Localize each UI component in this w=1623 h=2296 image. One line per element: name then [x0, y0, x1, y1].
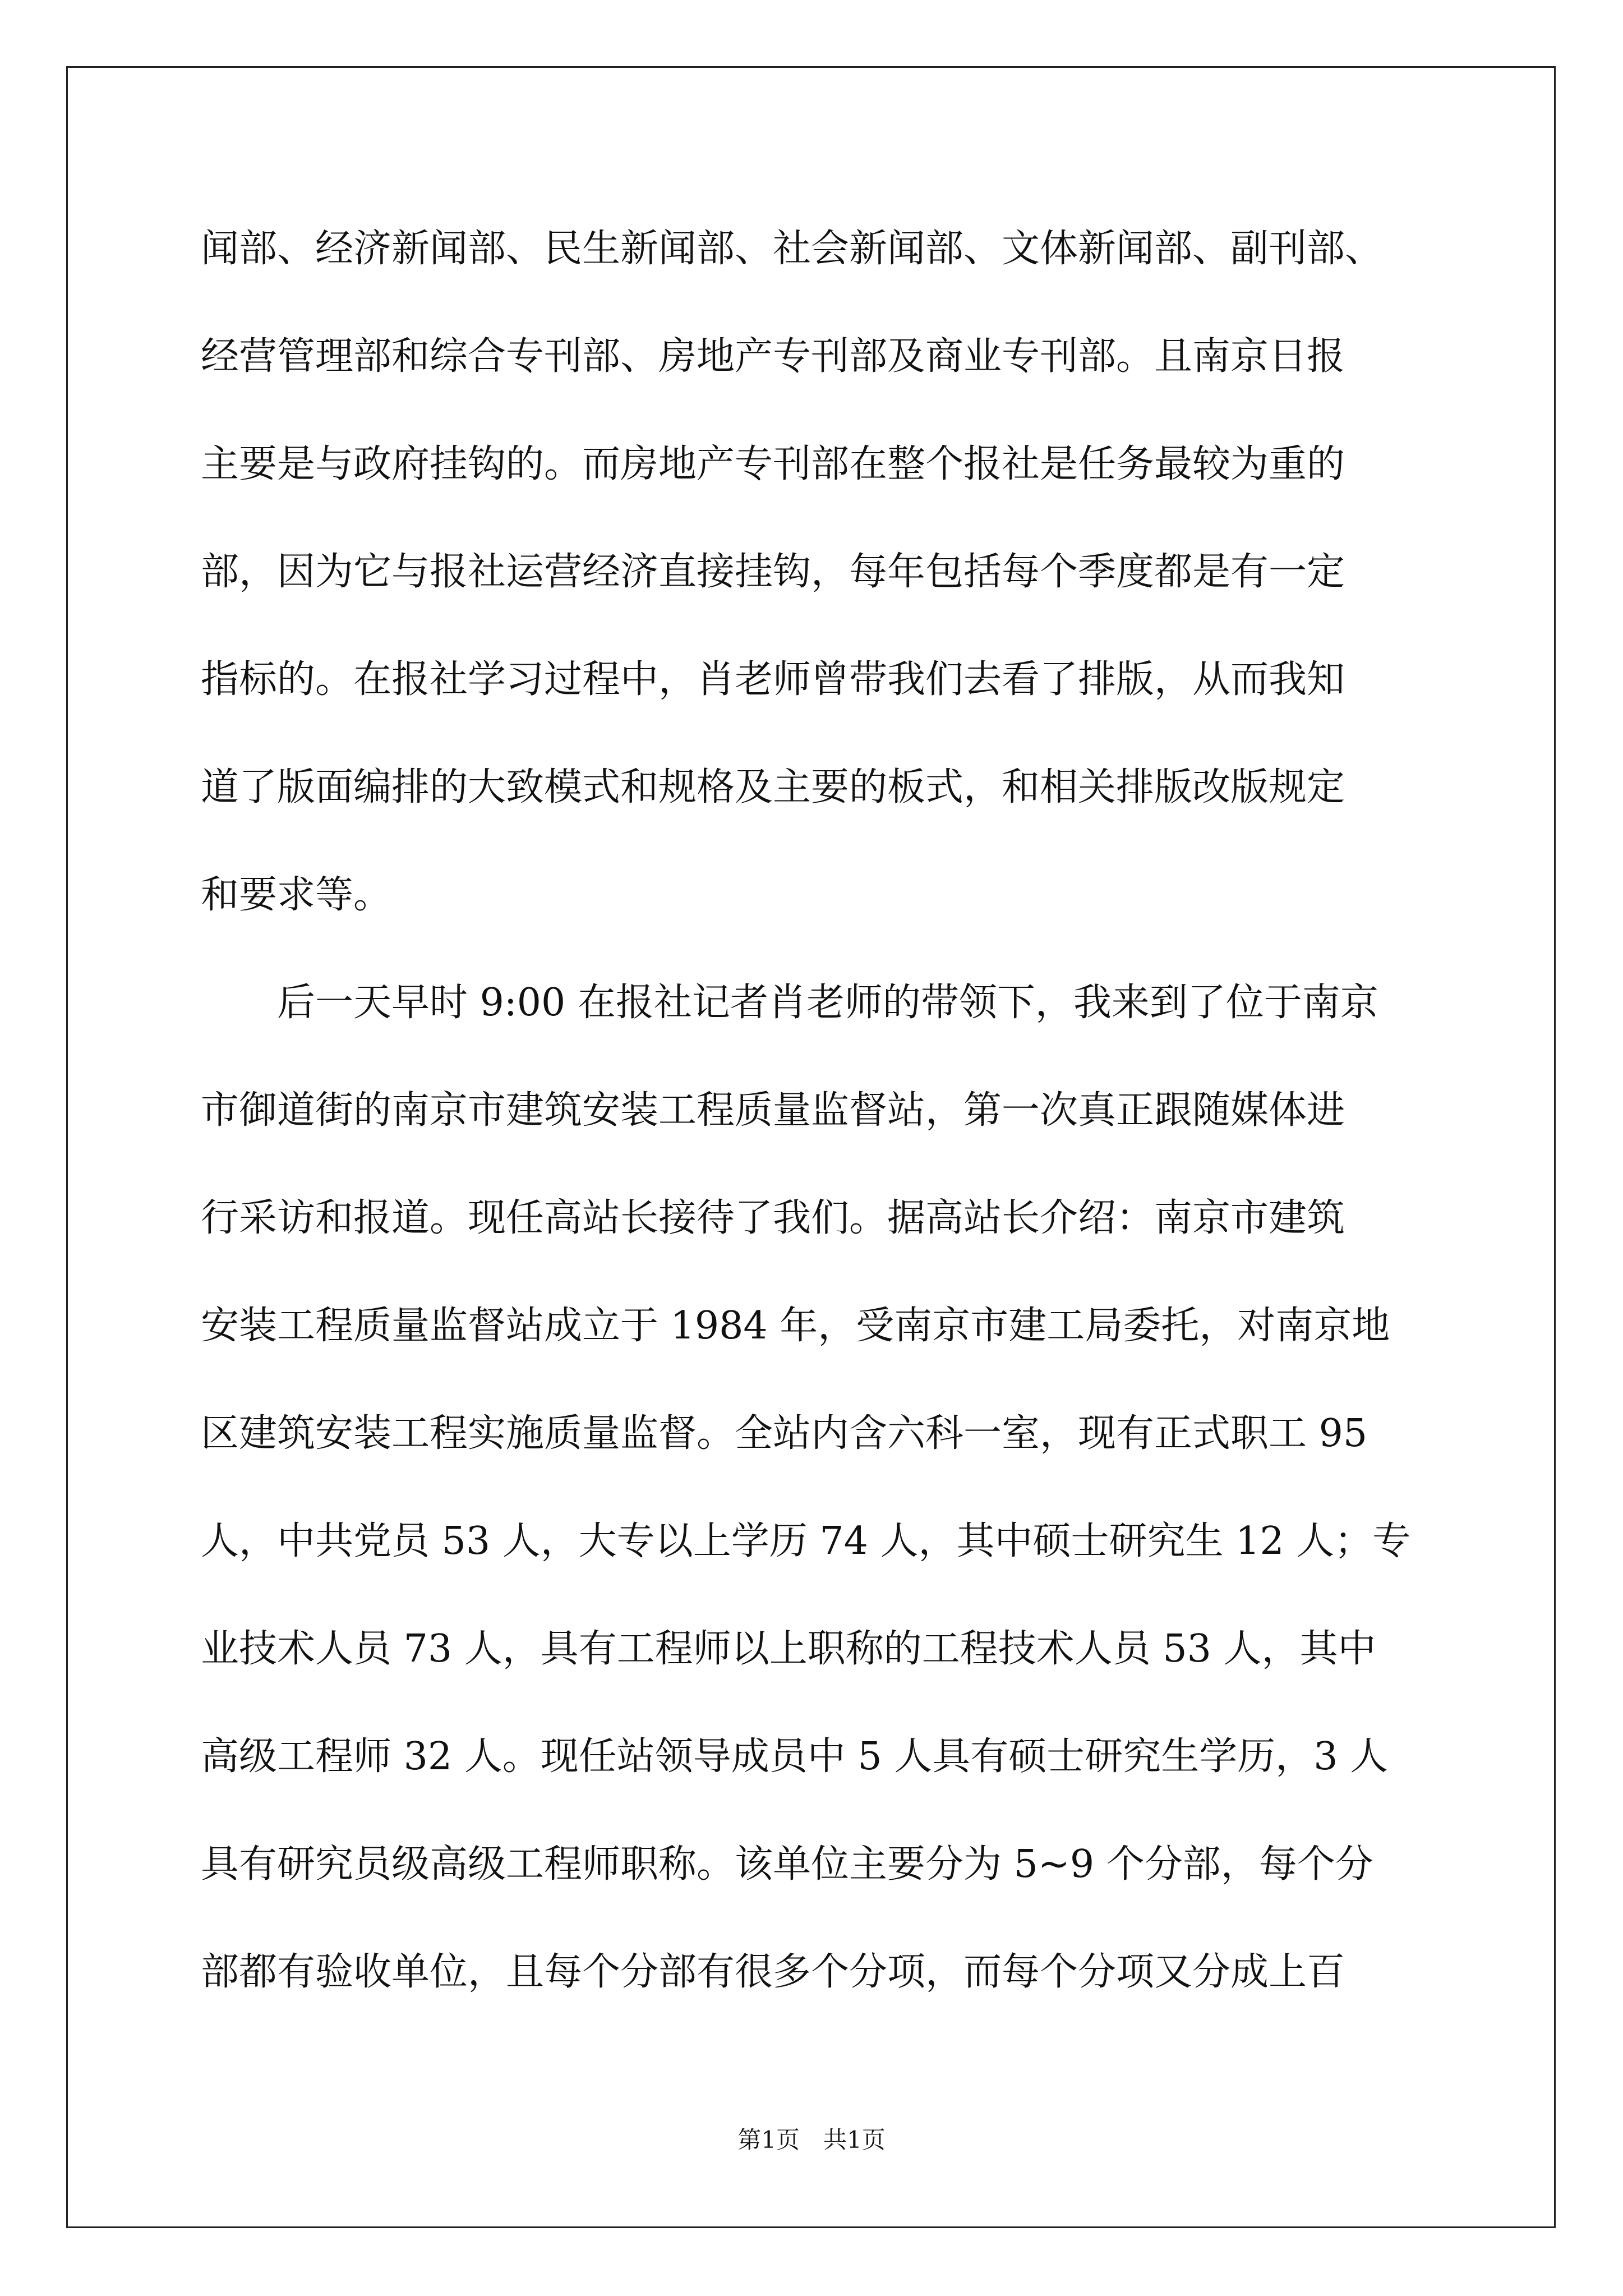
text-line: 部，因为它与报社运营经济直接挂钩，每年包括每个季度都是有一定 — [201, 550, 1345, 594]
paragraph-start-line: 后一天早时 9:00 在报社记者肖老师的带领下，我来到了位于南京 — [277, 981, 1378, 1025]
text-line: 闻部、经济新闻部、民生新闻部、社会新闻部、文体新闻部、副刊部、 — [201, 227, 1384, 271]
text-line: 区建筑安装工程实施质量监督。全站内含六科一室，现有正式职工 95 — [201, 1411, 1368, 1456]
page-border — [66, 66, 1556, 2228]
text-line: 经营管理部和综合专刊部、房地产专刊部及商业专刊部。且南京日报 — [201, 334, 1345, 379]
text-line: 和要求等。 — [201, 873, 392, 917]
page-number-footer: 第1页 共1页 — [737, 2126, 886, 2154]
text-line: 安装工程质量监督站成立于 1984 年，受南京市建工局委托，对南京地 — [201, 1304, 1390, 1348]
text-line: 市御道街的南京市建筑安装工程质量监督站，第一次真正跟随媒体进 — [201, 1088, 1345, 1133]
text-line: 人，中共党员 53 人，大专以上学历 74 人，其中硕士研究生 12 人；专 — [201, 1519, 1411, 1563]
text-line: 业技术人员 73 人，具有工程师以上职称的工程技术人员 53 人，其中 — [201, 1627, 1376, 1671]
text-line: 主要是与政府挂钩的。而房地产专刊部在整个报社是任务最较为重的 — [201, 442, 1345, 486]
text-line: 行采访和报道。现任高站长接待了我们。据高站长介绍：南京市建筑 — [201, 1196, 1345, 1240]
text-line: 具有研究员级高级工程师职称。该单位主要分为 5~9 个分部，每个分 — [201, 1842, 1373, 1887]
text-line: 指标的。在报社学习过程中，肖老师曾带我们去看了排版，从而我知 — [201, 657, 1345, 702]
text-line: 部都有验收单位，且每个分部有很多个分项，而每个分项又分成上百 — [201, 1950, 1345, 1994]
text-line: 道了版面编排的大致模式和规格及主要的板式，和相关排版改版规定 — [201, 765, 1345, 809]
text-line: 高级工程师 32 人。现任站领导成员中 5 人具有硕士研究生学历，3 人 — [201, 1734, 1389, 1779]
